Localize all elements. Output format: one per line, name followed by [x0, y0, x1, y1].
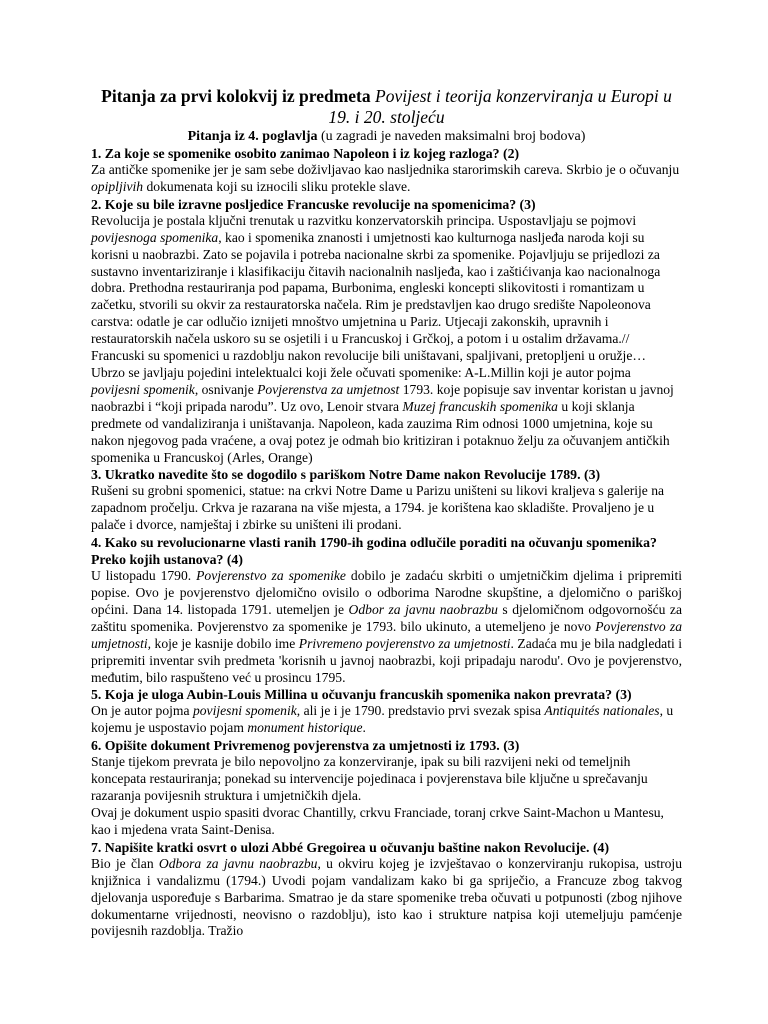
question-heading: 4. Kako su revolucionarne vlasti ranih 1790-ih godina odlučile poraditi na očuvanju spomenika? Preko kojih ustanova? (4) [91, 535, 657, 568]
question-heading: 7. Napišite kratki osvrt o ulozi Abbé Gregoirea u očuvanju baštine nakon Revolucije. (4) [91, 839, 610, 855]
question-block [91, 737, 682, 839]
question-heading: 1. Za koje se spomenike osobito zanimao Napoleon i iz kojeg razloga? (2) [91, 146, 520, 161]
answer-paragraph [91, 568, 682, 686]
answer-text: , osnivanje [194, 381, 258, 397]
answer-term: Odbora za javnu naobrazbu [158, 855, 318, 871]
question-heading: 5. Koja je uloga Aubin-Louis Millina u očuvanju francuskih spomenika nakon prevrata? (3) [91, 687, 632, 703]
title-course-name: Povijest i teorija konzerviranja u Europi u 19. i 20. stoljeću [328, 86, 672, 127]
answer-text: , u kojemu je uspostavio pojam [91, 703, 674, 736]
answer-term: opipljivih [91, 178, 144, 194]
question-block [91, 839, 682, 941]
answer-paragraph [91, 213, 682, 348]
document-subtitle [91, 128, 682, 145]
answer-text: . [362, 720, 366, 736]
question-block [91, 466, 682, 534]
answer-text: U listopadu 1790. [91, 568, 197, 584]
answer-term: povijesni spomenik [192, 703, 297, 719]
subtitle-chapter: Pitanja iz 4. poglavlja [187, 129, 318, 144]
answer-paragraph [91, 805, 682, 839]
answer-text: dokumenata koji su izносili sliku protekle slave. [143, 178, 411, 194]
answer-text: u koji sklanja predmete od vandaliziranja i uništavanja. Napoleon, kada zauzima Rim odnosi 1000 umjetnina, koje su nakon njegovog pada vraćene, a ovaj potez je odmah bio kritiziran i potaknuo želju za očuvanjem antičkih spomenika u Francuskoj (Arles, Orange) [91, 398, 670, 465]
question-heading: 2. Koje su bile izravne posljedice Francuske revolucije na spomenicima? (3) [91, 196, 536, 212]
question-heading: 6. Opišite dokument Privremenog povjerenstva za umjetnosti iz 1793. (3) [91, 738, 520, 754]
answer-text: Stanje tijekom prevrata je bilo nepovoljno za konzerviranje, ipak su bili razvijeni neki od temeljnih koncepata restauriranja; ponekad su intervencije pojedinaca i povjerenstava bile ključne u sprečavanju razaranja povijesnih struktura i umjetničkih djela. [91, 754, 648, 804]
answer-paragraph [91, 162, 682, 196]
answer-text: , ali je i je 1790. predstavio prvi svezak spisa [296, 703, 545, 719]
answer-text: koje je kasnije dobilo ime [151, 635, 299, 651]
answer-text: Revolucija je postala ključni trenutak u razvitku konzervatorskih principa. Uspostavljaju se pojmovi [91, 212, 637, 228]
answer-term: Antiquités nationales [544, 703, 660, 719]
title-main: Pitanja za prvi kolokvij iz predmeta [101, 86, 375, 106]
answer-term: Privremeno povjerenstvo za umjetnosti [298, 635, 511, 651]
answer-text: . Zadaća mu je bila nadgledati i pripremiti inventar svih predmeta 'korisnih u javnoj naobrazbi, koji pripadaju narodu'. Ovo je povjerenstvo, međutim, bilo raspušteno već u prosincu 1795. [91, 635, 682, 685]
answer-term: Odbor za javnu naobrazbu [348, 601, 498, 617]
document-title [91, 86, 682, 128]
answer-paragraph [91, 348, 682, 466]
answer-text: On je autor pojma [91, 703, 193, 719]
answer-term: Povjerenstvo za umjetnosti, [91, 618, 682, 651]
question-heading: 3. Ukratko navedite što se dogodilo s pariškom Notre Dame nakon Revolucije 1789. (3) [91, 467, 601, 483]
answer-text: 1793. koje popisuje sav inventar koristan u javnoj naobrazbi i “koji pripada narodu”. Uz ovo, Lenoir stvara [91, 381, 674, 414]
question-block [91, 196, 682, 467]
answer-text: Za antičke spomenike jer je sam sebe doživljavao kao nasljednika starorimskih careva. Skrbio je o očuvanju [91, 162, 680, 177]
answer-paragraph [91, 703, 682, 737]
answer-text: dobilo je zadaću skrbiti o umjetničkim djelima i pripremiti popise. Ovo je povjerenstvo djelomično ovisilo o odborima Narodne skupštine, a djelomično o pariškoj općini. Dana 14. listopada 1791. utemeljen je [91, 568, 683, 617]
questions-list [91, 145, 682, 940]
answer-term: Povjerenstvo za spomenike [196, 568, 346, 584]
answer-text: Bio je član [91, 855, 159, 871]
subtitle-note: (u zagradi je naveden maksimalni broj bodova) [317, 129, 586, 144]
question-block [91, 145, 682, 196]
answer-term: povijesni spomenik [91, 381, 195, 397]
answer-term: Povjerenstva za umjetnost [257, 381, 400, 397]
answer-paragraph [91, 754, 682, 805]
answer-text: Francuski su spomenici u razdoblju nakon revolucije bili uništavani, spaljivani, pretopljeni u oružje… Ubrzo se javljaju pojedini intelektualci koji žele očuvati spomenike: A-L.Millin koji je autor pojma [91, 348, 646, 380]
answer-text: , kao i spomenika znanosti i umjetnosti kao kulturnoga nasljeđa naroda koji su korisni u naobrazbi. Zato se pojavila i potreba nacionalne skrbi za spomenike. Pojavljuju se prijedlozi za sustavno inventariziranje i klasifikaciju čitavih nacionalnih nasljeđa, kao i zaštićivanja kao nacionalnoga dobra. Prethodna restauriranja pod papama, Burbonima, engleski koncepti slikovitosti i romantizam u začetku, stvorili su okvir za restauratorska načela. Rim je predstavljen kao drugo središte Napoleonova carstva: odatle je car odlučio iznijeti mnoštvo umjetnina u Pariz. Utjecaji zakonskih, upravnih i restauratorskih načela uskoro su se osjetili i u Francuskoj i Grčkoj, a potom i u ostalim državama.// [91, 229, 661, 347]
answer-paragraph [91, 483, 682, 534]
answer-text: Ovaj je dokument uspio spasiti dvorac Chantilly, crkvu Franciade, toranj crkve Saint-Machon u Mantesu, kao i mjedena vrata Saint-Denisa. [91, 805, 664, 837]
answer-term: povijesnoga spomenika [91, 229, 219, 245]
answer-term: Muzej francuskih spomenika [402, 398, 558, 414]
answer-term: monument historique [247, 720, 363, 736]
answer-text: Rušeni su grobni spomenici, statue: na crkvi Notre Dame u Parizu uništeni su likovi kraljeva s galerije na zapadnom pročelju. Crkva je razarana na više mjesta, a 1794. je korištena kao skladište. Provaljeno je u palače i dvorce, namještaj i zbirke su uništeni ili prodani. [91, 483, 665, 533]
question-block [91, 686, 682, 737]
answer-text: s djelomičnom odgovornošću za zaštitu spomenika. Povjerenstvo za spomenike je 1793. bilo ukinuto, a utemeljeno je novo [91, 601, 682, 634]
answer-text: , u okviru kojeg je izvještavao o konzerviranju rukopisa, ustroju knjižnica i vandalizmu (1794.) Uvodi pojam vandalizam kako bi ga spriječio, a Francuze zbog takvog djelovanja uspoređuje s Barbarima. Smatrao je da stare spomenike treba očuvati u potpunosti (zbog njihove dokumentarne vrijednosti, neovisno o razdoblju), isto kao i strukture natpisa koji utemeljuju pamćenje povijesnih razdoblja. Tražio [91, 855, 682, 939]
answer-paragraph [91, 856, 682, 941]
question-block [91, 534, 682, 686]
